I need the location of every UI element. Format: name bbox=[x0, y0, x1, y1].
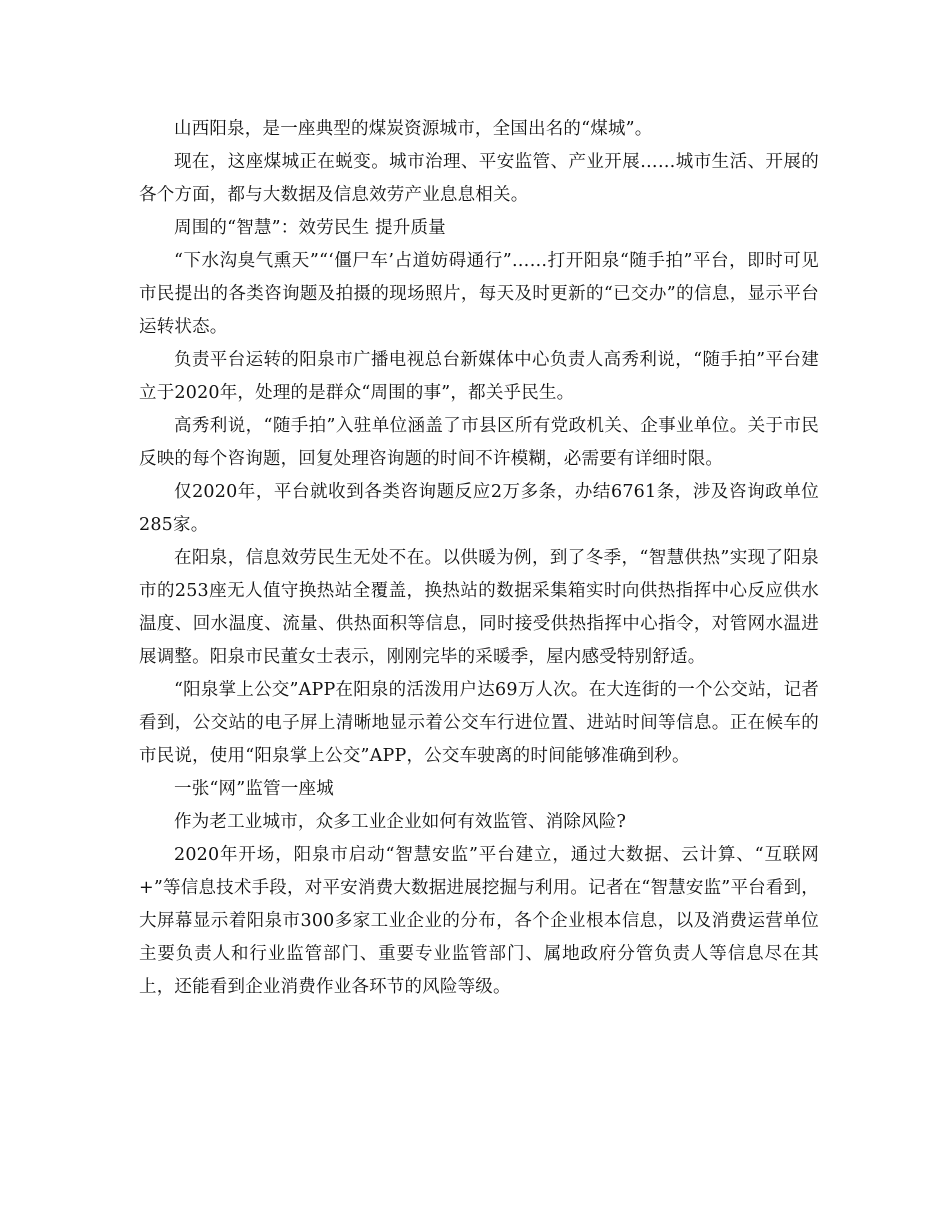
paragraph-smart-safety: 2020年开场，阳泉市启动“智慧安监”平台建立，通过大数据、云计算、“互联网+”等信息技术手段，对平安消费大数据进展挖掘与利用。记者在“智慧安监”平台看到，大屏幕显示着阳泉市300多家工业企业的分布，各个企业根本信息，以及消费运营单位主要负责人和行业监管部门、重要专业监管部门、属地政府分管负责人等信息尽在其上，还能看到企业消费作业各环节的风险等级。 bbox=[139, 845, 819, 997]
section-heading-smart-services: 周围的“智慧”：效劳民生 提升质量 bbox=[174, 218, 446, 238]
section-heading-network-supervision: 一张“网”监管一座城 bbox=[174, 779, 334, 799]
paragraph-intro: 山西阳泉，是一座典型的煤炭资源城市，全国出名的“煤城”。 bbox=[174, 119, 653, 139]
paragraph-transformation: 现在，这座煤城正在蜕变。城市治理、平安监管、产业开展……城市生活、开展的各个方面，都与大数据及信息效劳产业息息相关。 bbox=[139, 152, 819, 205]
paragraph-industrial-question: 作为老工业城市，众多工业企业如何有效监管、消除风险? bbox=[174, 812, 627, 832]
article-body bbox=[139, 113, 819, 1004]
paragraph-platform-manager: 负责平台运转的阳泉市广播电视总台新媒体中心负责人高秀利说，“随手拍”平台建立于2020年，处理的是群众“周围的事”，都关乎民生。 bbox=[139, 350, 819, 403]
paragraph-platform-coverage: 高秀利说，“随手拍”入驻单位涵盖了市县区所有党政机关、企事业单位。关于市民反映的每个咨询题，回复处理咨询题的时间不许模糊，必需要有详细时限。 bbox=[139, 416, 819, 469]
paragraph-bus-app: “阳泉掌上公交”APP在阳泉的活泼用户达69万人次。在大连街的一个公交站，记者看到，公交站的电子屏上清晰地显示着公交车行进位置、进站时间等信息。正在候车的市民说，使用“阳泉掌上公交”APP，公交车驶离的时间能够准确到秒。 bbox=[139, 680, 819, 766]
paragraph-smart-heating: 在阳泉，信息效劳民生无处不在。以供暖为例，到了冬季，“智慧供热”实现了阳泉市的253座无人值守换热站全覆盖，换热站的数据采集箱实时向供热指挥中心反应供水温度、回水温度、流量、供热面积等信息，同时接受供热指挥中心指令，对管网水温进展调整。阳泉市民董女士表示，刚刚完毕的采暖季，屋内感受特别舒适。 bbox=[139, 548, 819, 667]
paragraph-snapshot-platform: “下水沟臭气熏天”“‘僵尸车’占道妨碍通行”……打开阳泉“随手拍”平台，即时可见市民提出的各类咨询题及拍摄的现场照片，每天及时更新的“已交办”的信息，显示平台运转状态。 bbox=[139, 251, 819, 337]
paragraph-platform-stats: 仅2020年，平台就收到各类咨询题反应2万多条，办结6761条，涉及咨询政单位285家。 bbox=[139, 482, 819, 535]
